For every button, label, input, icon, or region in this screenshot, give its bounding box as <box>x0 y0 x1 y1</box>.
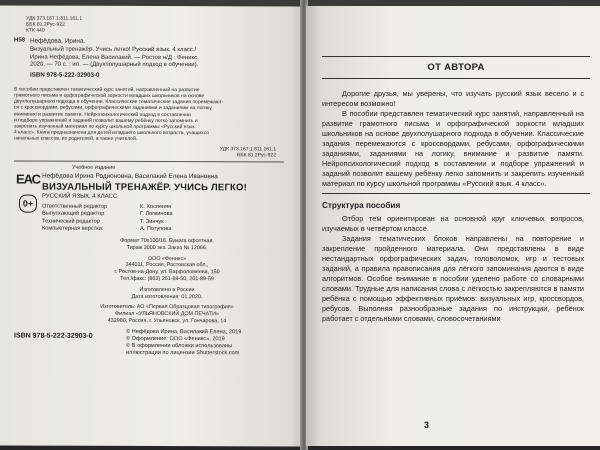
foreword-paragraph: В пособии представлен тематический курс занятий, направленный на развитие грамотного письма и орфографической зоркости младших школьников на основе двухполушарного подхода в обучении. Классические задания перемежаются с кроссвордами, ребусами, орфографическими заданиями, заданиями на логику, внимание и развитие памяти. Нейропсихологический подход в составлении и подборе упражнений и заданий позволит вашему ребёнку легко запомнить и закрепить изученный материал по курсу школьной программы «Русский язык. 4 класс». <box>322 109 584 188</box>
biblio-line: Визуальный тренажёр. Учись легко! Русский язык. 4 класс / <box>30 46 197 54</box>
edition-title: ВИЗУАЛЬНЫЙ ТРЕНАЖЁР. УЧИСЬ ЛЕГКО! <box>42 181 247 193</box>
copyright-line: © В оформлении обложки использованы <box>126 342 233 350</box>
printer-line: Филиал «УЛЬЯНОВСКИЙ ДОМ ПЕЧАТИ» <box>115 311 219 318</box>
annotation-line: В пособии представлен тематический курс занятий, направленный на развитие <box>14 86 200 93</box>
annotation-line: внимание и развитие памяти. Нейропсихологический подход в составлении <box>14 111 191 118</box>
biblio-line: 2020. — 70 с. : ил. — (Двухполушарный подход в обучении). <box>30 61 199 69</box>
annotation-line: 4 класс». Книга предназначена для детей младшего школьного возраста, учащихся <box>14 129 209 137</box>
copyright-line: © Оформление: ООО «Феникс», 2019 <box>126 335 225 343</box>
staff-name: К. Хоспенян <box>140 203 172 210</box>
section-title: Структура пособия <box>322 201 401 210</box>
copyright-list <box>126 329 241 357</box>
publisher-phone: Тел./факс: (863) 261-89-50, 261-89-59 <box>120 275 214 283</box>
divider <box>14 160 284 162</box>
classification-indexes <box>26 16 292 35</box>
bbk-index: ББК 81.2Рус-922 <box>26 21 65 28</box>
publisher-address: 344011, Россия, Ростовская обл., <box>125 262 209 269</box>
edition-subtitle <box>42 193 272 200</box>
copyright-line: иллюстрации по лицензии Shutterstock.com <box>126 349 240 357</box>
print-format: Формат 70x100/16. Бумага офсетная. <box>120 237 214 245</box>
staff-name: Т. Зинчук <box>140 218 164 225</box>
left-page-imprint <box>0 5 302 446</box>
staff-row <box>42 226 292 234</box>
annotation-line: закрепить изученный материал по курсу школьной программы «Русский язык. <box>14 123 196 131</box>
section-paragraph: Задания тематических блоков направлены на повторение и закрепление пройденного материала. Они представлены в виде нестандартных орфографических задач, головоломок, игр и тестовых заданий, а правила правописания для лёгкого запоминания даются в виде алгоритмов. Особое внимание в пособии уделено работе со словарными словами. Трудные для написания слова с лёгкостью закрепляются в памяти ребёнка с помощью эффективных приёмов: визуальных игр, кроссвордов, ребусов. Выполняя разнообразные задания по инструкции, ребёнок работает с отдельными словами, словосочетаниями <box>322 234 584 323</box>
edition-label: Учебное издание <box>72 164 116 171</box>
edition-main <box>42 172 292 325</box>
section-paragraph: Отбор тем ориентирован на основной круг ключевых вопросов, изучаемых в четвёртом классе. <box>322 214 584 233</box>
biblio-line: Ирина Нефёдова, Елена Василакий. — Ростов н/Д : Феникс, <box>30 54 199 61</box>
printer-info <box>42 304 292 325</box>
annotation-line: и подборе упражнений и заданий позволит вашему ребёнку легко запомнить и <box>14 117 198 124</box>
staff-name: А. Потупова <box>140 226 172 233</box>
staff-role: Ответственный редактор <box>42 203 108 210</box>
printer-line: Изготовитель: АО «Первая Образцовая типография» <box>100 304 234 311</box>
staff-role: Компьютерная верстка: <box>42 226 104 233</box>
annotation <box>14 86 276 143</box>
isbn-top: ISBN 978-5-222-32903-0 <box>30 71 100 79</box>
age-rating: 0+ <box>19 194 37 212</box>
print-info <box>42 238 292 252</box>
udk-index: УДК 373.167.1:811.161.1 <box>26 15 83 22</box>
bibliographic-record <box>30 47 292 71</box>
author-heading: Нефёдова, Ирина. <box>30 37 86 45</box>
staff-name: Г. Логвинова <box>140 211 173 218</box>
made-in: Изготовлено в России <box>139 286 195 293</box>
section-divider <box>322 193 590 194</box>
eac-logo: ЕАС <box>15 171 41 187</box>
annotation-line: двухполушарного подхода в обучении. Классические тематические задания перемежают- <box>14 98 224 106</box>
annotation-line: грамотного письма и орфографической зоркости младших школьников на основе <box>14 92 205 100</box>
made-date: Дата изготовления: 01.2020. <box>131 293 203 300</box>
copyright-line: © Нефёдова Ирина, Василакий Елена, 2019 <box>126 328 242 336</box>
ktk-index: КТК 440 <box>26 27 45 34</box>
annotation-line: начальных классов, их родителей, а также учителей. <box>14 135 138 143</box>
page-number: 3 <box>424 420 430 430</box>
isbn-bottom: ISBN 978-5-222-32903-0 <box>14 332 93 340</box>
author-sign: Н58 <box>14 37 26 44</box>
edition-authors: Нефёдова Ирина Родионовна, Василакий Елена Ивановна <box>42 172 218 180</box>
eac-badge <box>14 172 42 324</box>
staff-role: Технический редактор <box>42 218 100 225</box>
udk-bottom-line: УДК 373.167.1:811.161.1 <box>219 145 276 153</box>
edition-block <box>14 172 292 325</box>
heading-bar <box>322 56 590 79</box>
publisher-info <box>42 255 292 283</box>
manufacture-info <box>42 286 292 300</box>
bbk-bottom-line: ББК 81.2Рус-922 <box>237 151 276 159</box>
annotation-line: ся с кроссвордами, ребусами, орфографическими заданиями и заданиями на логику, <box>14 104 213 112</box>
edition-subject: РУССКИЙ ЯЗЫК. 4 КЛАСС <box>42 193 118 200</box>
publisher-address: г. Ростов-на-Дону, ул. Варфоломеева, 150 <box>114 269 220 276</box>
author-row <box>14 38 292 46</box>
print-run: Тираж 3000 экз. Заказ № 12066. <box>126 244 208 251</box>
right-page-foreword <box>306 6 600 446</box>
publisher-name: ООО «Феникс» <box>147 255 187 262</box>
foreword-paragraph: Дорогие друзья, мы уверены, что изучать русский язык весело и с интересом возможно! <box>322 89 584 108</box>
copyright-row <box>14 328 292 357</box>
staff-list <box>42 203 292 234</box>
printer-line: 432980, Россия, г. Ульяновск, ул. Гончарова, 14 <box>107 317 227 325</box>
udk-bottom <box>14 145 276 158</box>
page-heading: ОТ АВТОРА <box>427 62 485 73</box>
staff-role: Выпускающий редактор <box>42 210 105 218</box>
